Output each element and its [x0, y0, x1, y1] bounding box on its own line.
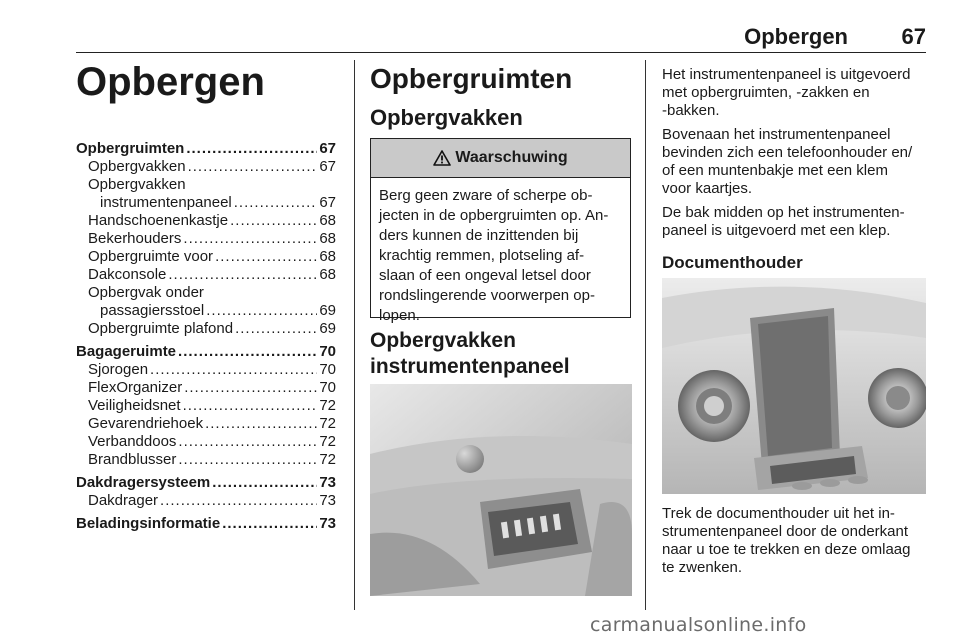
documenthouder-text [662, 505, 928, 577]
toc-leader-dots [178, 433, 317, 451]
paragraph [662, 66, 928, 120]
subsection-heading [370, 328, 630, 380]
column-divider-right [645, 60, 646, 610]
toc-entry[interactable] [76, 230, 336, 248]
warning-box [370, 138, 631, 324]
toc-page-number: 69 [319, 320, 336, 337]
toc-entry[interactable] [76, 379, 336, 397]
text-line: met opbergruimten, -zakken en [662, 84, 870, 101]
toc-leader-dots [184, 379, 317, 397]
text-line: Trek de documenthouder uit het in- [662, 505, 895, 522]
watermark: carmanualsonline.info [590, 614, 807, 636]
toc-entry-label: Sjorogen [88, 361, 149, 378]
toc-entry[interactable] [76, 433, 336, 451]
toc-entry-label: Beladingsinformatie [76, 515, 221, 532]
toc-section-entry[interactable] [76, 474, 336, 492]
toc-entry[interactable] [76, 212, 336, 230]
header-rule [76, 52, 926, 53]
toc-entry-label: Dakconsole [88, 266, 167, 283]
toc-entry-label: Handschoenenkastje [88, 212, 229, 229]
toc-leader-dots [205, 415, 317, 433]
warning-text [371, 178, 630, 326]
toc-page-number: 72 [319, 397, 336, 414]
toc-leader-dots [230, 212, 317, 230]
text-line: -bakken. [662, 102, 720, 119]
toc-entry[interactable] [76, 302, 336, 320]
warning-line: Berg geen zware of scherpe ob- [379, 187, 593, 204]
intro-text [662, 66, 928, 246]
text-line: Het instrumentenpaneel is uitgevoerd [662, 66, 911, 83]
toc-page-number: 72 [319, 433, 336, 450]
toc-entry-label: Dakdragersysteem [76, 474, 211, 491]
toc-entry-label[interactable]: Opbergvak onder [88, 284, 204, 301]
page-number: 67 [901, 24, 926, 49]
toc-leader-dots [234, 194, 318, 212]
subsection-heading-line: Opbergvakken [370, 329, 516, 352]
warning-line: rondslingerende voorwerpen op- [379, 287, 595, 304]
text-line: paneel is uitgevoerd met een klep. [662, 222, 891, 239]
toc-page-number: 73 [319, 492, 336, 509]
toc-leader-dots [178, 343, 317, 361]
toc-entry-label: Opbergruimte plafond [88, 320, 234, 337]
subsection-heading-line: instrumentenpaneel [370, 355, 570, 378]
toc-leader-dots [206, 302, 317, 320]
text-line: De bak midden op het instrumenten- [662, 204, 905, 221]
warning-line: slaan of een ongeval letsel door [379, 267, 591, 284]
toc-entry[interactable] [76, 266, 336, 284]
toc-page-number: 72 [319, 451, 336, 468]
toc-leader-dots [150, 361, 317, 379]
toc-entry-label: Dakdrager [88, 492, 159, 509]
paragraph [662, 204, 928, 240]
toc-section-entry[interactable] [76, 343, 336, 361]
text-line: Bovenaan het instrumentenpaneel [662, 126, 891, 143]
toc-entry-label: Veiligheidsnet [88, 397, 181, 414]
toc-entry[interactable] [76, 361, 336, 379]
toc-entry-label: Opbergruimte voor [88, 248, 214, 265]
toc-entry-label: Gevarendriehoek [88, 415, 204, 432]
toc-leader-dots [186, 140, 317, 158]
warning-line: krachtig remmen, plotseling af- [379, 247, 585, 264]
toc-section-entry[interactable] [76, 140, 336, 158]
toc-leader-dots [215, 248, 317, 266]
running-header-title: Opbergen [744, 24, 848, 49]
section-subtitle: Opbergvakken [370, 105, 523, 130]
toc-entry[interactable] [76, 397, 336, 415]
toc-entry[interactable] [76, 248, 336, 266]
toc-leader-dots [160, 492, 317, 510]
toc-page-number: 72 [319, 415, 336, 432]
warning-header [371, 139, 630, 178]
toc-entry-label: Opbergvakken [88, 158, 186, 175]
document-holder-photo [662, 278, 926, 494]
toc-leader-dots [168, 266, 317, 284]
toc-entry[interactable] [76, 320, 336, 338]
toc-leader-dots [222, 515, 317, 533]
toc-page-number: 70 [319, 361, 336, 378]
toc-page-number: 73 [319, 474, 336, 491]
warning-line: ders kunnen de inzittenden bij [379, 227, 579, 244]
text-line: strumentenpaneel door de onderkant [662, 523, 909, 540]
toc-entry-label: Bagageruimte [76, 343, 177, 360]
column-divider-left [354, 60, 355, 610]
toc-entry-label: Brandblusser [88, 451, 177, 468]
table-of-contents [76, 140, 336, 533]
toc-entry-label[interactable]: Opbergvakken [88, 176, 186, 193]
toc-page-number: 67 [319, 158, 336, 175]
toc-entry[interactable] [76, 415, 336, 433]
toc-entry-label: instrumentenpaneel [100, 194, 232, 211]
toc-page-number: 68 [319, 230, 336, 247]
text-line: te zwenken. [662, 559, 743, 576]
warning-line: lopen. [379, 307, 420, 324]
toc-page-number: 68 [319, 248, 336, 265]
toc-entry-label: Opbergruimten [76, 140, 185, 157]
toc-entry[interactable] [76, 492, 336, 510]
toc-page-number: 67 [319, 140, 336, 157]
toc-page-number: 69 [319, 302, 336, 319]
dashboard-storage-photo [370, 384, 632, 596]
toc-entry[interactable] [76, 158, 336, 176]
section-title: Opbergruimten [370, 63, 573, 94]
toc-page-number: 68 [319, 266, 336, 283]
toc-entry-label: Verbanddoos [88, 433, 177, 450]
toc-entry-label: Bekerhouders [88, 230, 182, 247]
toc-entry[interactable] [76, 451, 336, 469]
paragraph [662, 126, 928, 198]
toc-entry[interactable] [76, 194, 336, 212]
toc-leader-dots [235, 320, 317, 338]
toc-leader-dots [212, 474, 317, 492]
toc-leader-dots [183, 397, 318, 415]
warning-title: Waarschuwing [455, 149, 568, 166]
toc-page-number: 67 [319, 194, 336, 211]
toc-leader-dots [183, 230, 317, 248]
documenthouder-heading: Documenthouder [662, 253, 803, 272]
toc-page-number: 73 [319, 515, 336, 532]
text-line: naar u toe te trekken en deze omlaag [662, 541, 911, 558]
toc-page-number: 68 [319, 212, 336, 229]
toc-page-number: 70 [319, 379, 336, 396]
text-line: bevinden zich een telefoonhouder en/ [662, 144, 913, 161]
chapter-title: Opbergen [76, 60, 265, 104]
toc-entry-label: passagiersstoel [100, 302, 205, 319]
warning-line: jecten in de opbergruimten op. An- [379, 207, 609, 224]
text-line: voor kaartjes. [662, 180, 753, 197]
toc-leader-dots [178, 451, 317, 469]
toc-section-entry[interactable] [76, 515, 336, 533]
toc-entry-label: FlexOrganizer [88, 379, 183, 396]
text-line: of een muntenbakje met een klem [662, 162, 888, 179]
toc-leader-dots [188, 158, 318, 176]
toc-page-number: 70 [319, 343, 336, 360]
warning-triangle-icon [433, 150, 451, 166]
